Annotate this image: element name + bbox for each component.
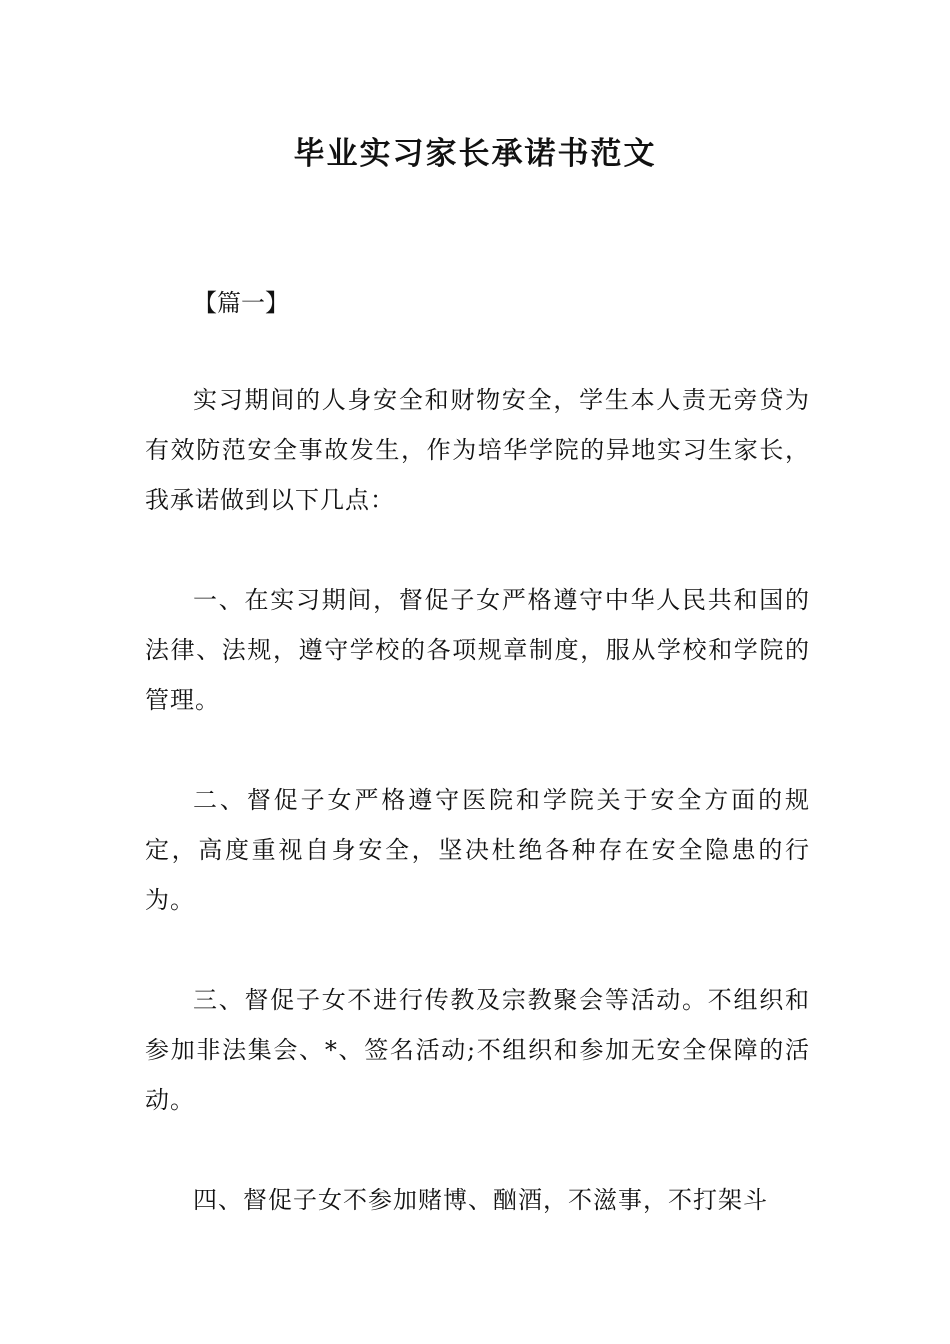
paragraph-item-1: 一、在实习期间，督促子女严格遵守中华人民共和国的法律、法规，遵守学校的各项规章制度，服从学校和学院的管理。	[145, 586, 810, 714]
section-heading: 【篇一】	[193, 289, 289, 317]
paragraph-item-4: 四、督促子女不参加赌博、酗酒，不滋事，不打架斗	[193, 1186, 768, 1214]
paragraph-intro: 实习期间的人身安全和财物安全，学生本人责无旁贷为有效防范安全事故发生，作为培华学院的异地实习生家长，我承诺做到以下几点：	[145, 386, 810, 514]
paragraph-item-3: 三、督促子女不进行传教及宗教聚会等活动。不组织和参加非法集会、*、签名活动;不组织和参加无安全保障的活动。	[145, 986, 810, 1114]
paragraph-item-2: 二、督促子女严格遵守医院和学院关于安全方面的规定，高度重视自身安全，坚决杜绝各种存在安全隐患的行为。	[145, 786, 810, 914]
document-title: 毕业实习家长承诺书范文	[293, 136, 657, 172]
